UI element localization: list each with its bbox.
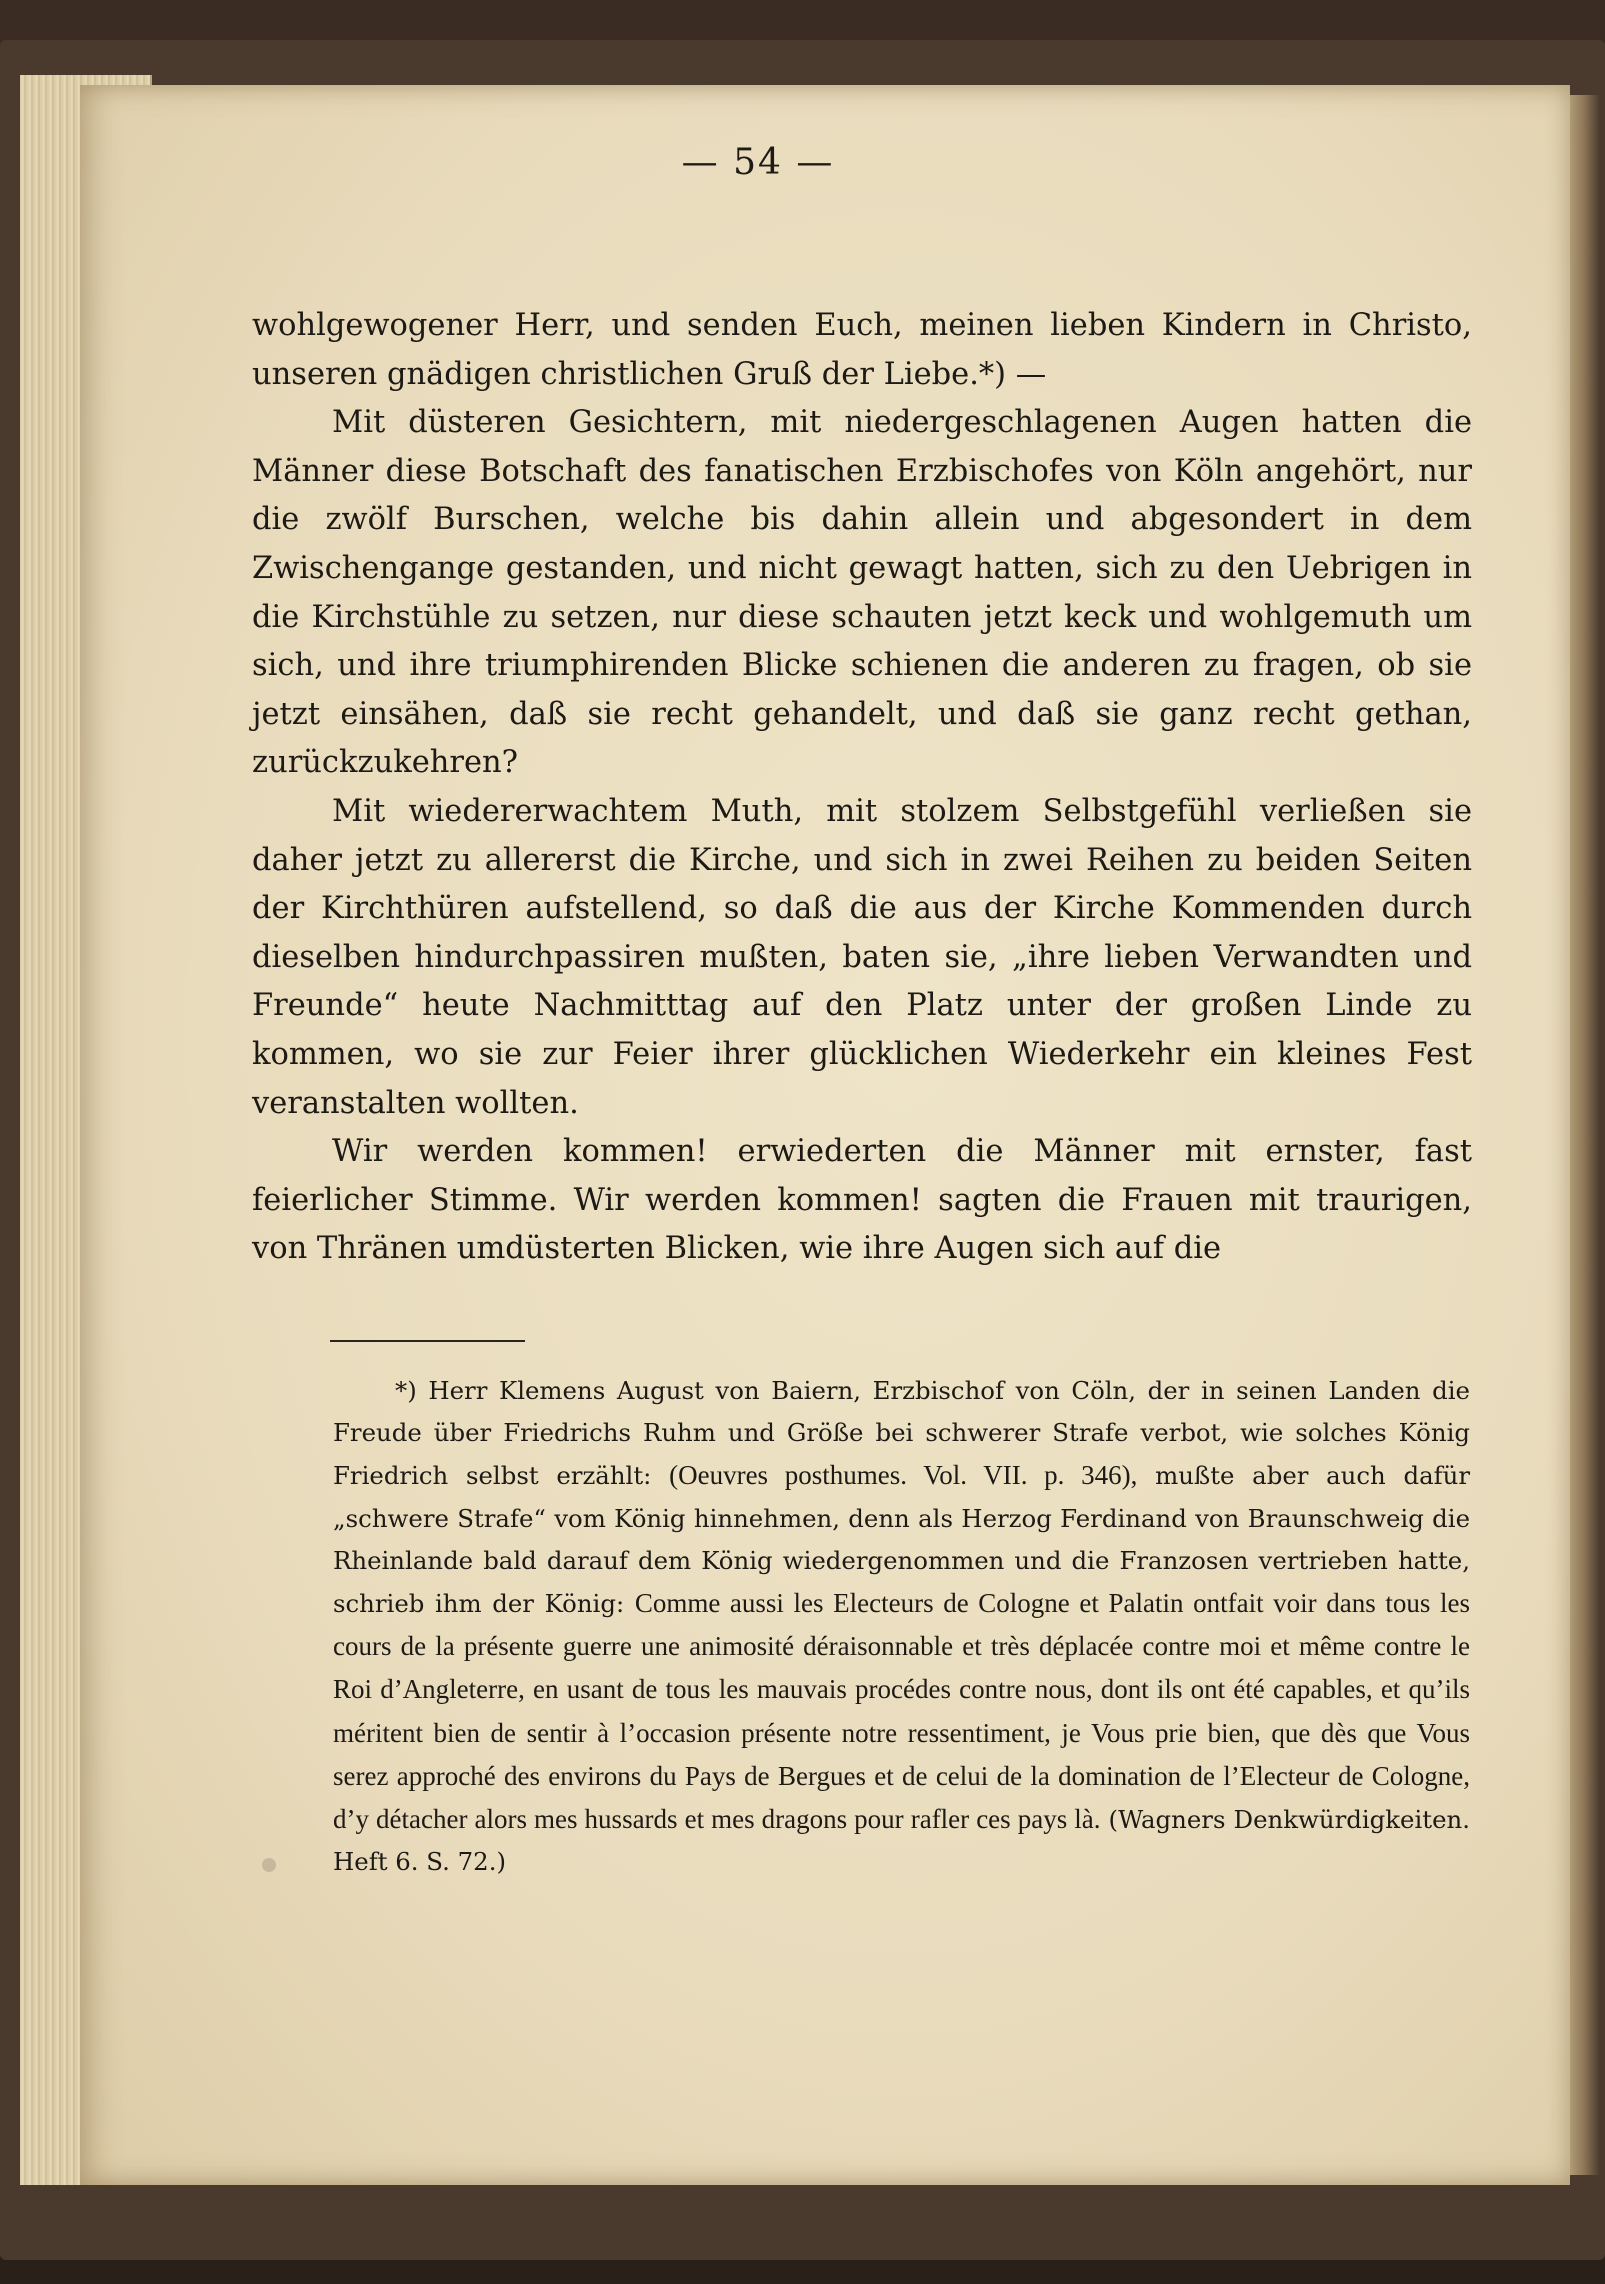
footnote-source: (Wagners Denkwürdigkeiten. Heft 6. S. 72.)	[333, 1805, 1470, 1877]
paragraph: Mit wiedererwachtem Muth, mit stolzem Selbstgefühl verließen sie daher jetzt zu allererst die Kirche, und sich in zwei Reihen zu beiden Seiten der Kirchthüren aufstellend, so daß die aus der Kirche Kommenden durch dieselben hindurchpassiren mußten, baten sie, „ihre lieben Verwandten und Freunde“ heute Nachmitttag auf den Platz unter der großen Linde zu kommen, wo sie zur Feier ihrer glücklichen Wiederkehr ein kleines Fest veranstalten wollten.	[252, 793, 1472, 1121]
footnote-french-quote: Comme aussi les Electeurs de Cologne et Palatin ontfait voir dans tous les cours de la présente guerre une animosité déraisonnable et très déplacée contre moi et même contre le Roi d’Angleterre, en usant de tous les mauvais procédes contre nous, dont ils ont été capables, et qu’ils méritent bien de sentir à l’occasion présente notre ressentiment, je Vous prie bien, que dès que Vous serez approché des environs du Pays de Bergues et de celui de la domination de l’Electeur de Cologne, d’y détacher alors mes hussards et mes dragons pour rafler ces pays là.	[333, 1588, 1470, 1835]
footnote-german-continued: mußte aber auch dafür „schwere Strafe“ vom König hinnehmen, denn als Herzog Ferdinand von Braunschweig die Rheinlande bald darauf dem König wiedergenommen und die Franzosen vertrieben hatte, schrieb ihm der König:	[333, 1461, 1471, 1619]
paragraph: wohlgewogener Herr, und senden Euch, meinen lieben Kindern in Christo, unseren gnädigen christlichen Gruß der Liebe.*) —	[252, 308, 1472, 392]
footnote-text	[333, 1370, 1470, 1883]
footnote	[333, 1370, 1470, 1883]
page-number: — 54 —	[681, 142, 835, 183]
footnote-reference: (Oeuvres posthumes. Vol. VII. p. 346),	[669, 1460, 1138, 1491]
footnote-german: *) Herr Klemens August von Baiern, Erzbischof von Cöln, der in seinen Landen die Freude über Friedrichs Ruhm und Größe bei schwerer Strafe verbot, wie solches König Friedrich selbst erzählt:	[333, 1376, 1470, 1491]
paragraph: Wir werden kommen! erwiederten die Männer mit ernster, fast feierlicher Stimme. Wir werden kommen! sagten die Frauen mit traurigen, von Thränen umdüsterten Blicken, wie ihre Augen sich auf die	[252, 1134, 1472, 1267]
paper-speck	[262, 1858, 276, 1872]
main-text	[252, 302, 1472, 1274]
footnote-divider	[330, 1340, 525, 1342]
paragraph: Mit düsteren Gesichtern, mit niedergeschlagenen Augen hatten die Männer diese Botschaft des fanatischen Erzbischofes von Köln angehört, nur die zwölf Burschen, welche bis dahin allein und abgesondert in dem Zwischengange gestanden, und nicht gewagt hatten, sich zu den Uebrigen in die Kirchstühle zu setzen, nur diese schauten jetzt keck und wohlgemuth um sich, und ihre triumphirenden Blicke schienen die anderen zu fragen, ob sie jetzt einsähen, daß sie recht gehandelt, und daß sie ganz recht gethan, zurückzukehren?	[252, 405, 1472, 781]
